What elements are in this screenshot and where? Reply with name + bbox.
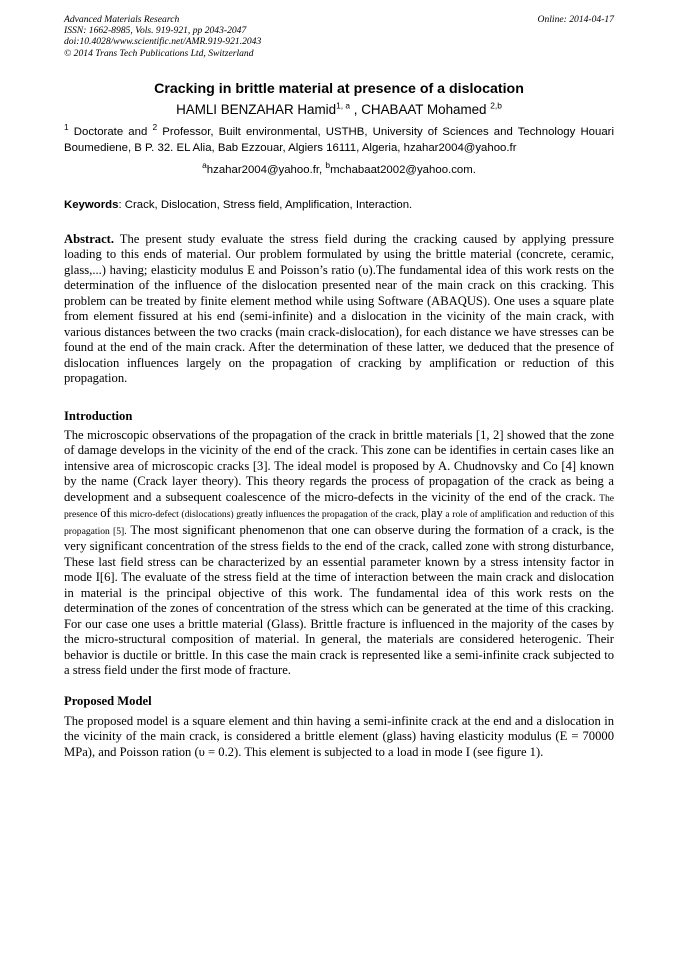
abstract-text: The present study evaluate the stress field during the cracking caused by applying pressure loading to this ends of material. Our problem formulated by using the brittle material (concrete, ceramic, glass,...) having; elasticity modulus E and Poisson’s ratio (υ).The fundamental idea of this work rests on the determination of the influence of the dislocation presented near of the main crack on this cracking. This problem can be treated by finite element method while using Software (ABAQUS). One uses a square plate from element fissured at his end (semi-infinite) and a dislocation in the vicinity of the main crack, with various distances between the two cracks (main crack-dislocation), for each distance we have stresses can be found at the end of the main crack. After the determination of these latter, we deduced that the presence of dislocation influences largely on the propagation of cracking by amplification or reduction of this propagation. [64,231,614,386]
paper-page [64,14,614,760]
affil-sup-1: 1 [64,122,69,133]
author-1: HAMLI BENZAHAR Hamid [176,101,337,117]
abstract-label: Abstract. [64,231,115,246]
intro-small-3: a role of amplification and reduction of this propagation [5]. [64,509,614,537]
intro-text-2: The most significant phenomenon that one can observe during the formation of a crack, is the very significant concentration of the stress fields to the end of the crack, called zone with strong disturbance, These last field stress can be characterized by an essential parameter known by a stress intensity factor in mode I[6]. The evaluate of the stress field at the time of interaction between the main crack and dislocation in material is the principal objective of this work. The fundamental idea of this work rests on the determination of the zones of concentration of the stress which can be generated at the time of this cracking. For our case one uses a brittle material (Glass). Brittle fracture is influenced in the majority of the cases by the micro-structural composition of material. In general, the materials are considered heterogenic. Their behavior is ductile or brittle. In this case the main crack is represented like a semi-infinite crack subjected to a stress field under the first mode of fracture. [64,522,614,678]
intro-small-1: The presence [64,492,615,521]
proposed-model-paragraph: The proposed model is a square element and thin having a semi-infinite crack at the end and a dislocation in the vicinity of the main crack, is considered a brittle element (glass) having elasticity modulus (E = 70000 MPa), and Poisson ration (υ = 0.2). This element is subjected to a load in mode I (see figure 1). [64,713,614,759]
author-1-affil-sup: 1, a [336,100,351,111]
issn-line: ISSN: 1662-8985, Vols. 919-921, pp 2043-2047 [64,25,247,37]
author-2-affil-sup: 2,b [490,100,502,111]
section-heading-proposed-model: Proposed Model [64,693,152,708]
email-a: hzahar2004@yahoo.fr, [206,163,326,176]
intro-small-2: this micro-defect (dislocations) greatly influences the propagation of the crack, [110,509,422,521]
affiliation [64,124,614,156]
email-line [64,160,614,177]
email-sup-b: b [325,160,331,171]
section-heading-introduction: Introduction [64,408,133,423]
journal-name: Advanced Materials Research [64,14,180,25]
keywords [64,198,614,212]
author-line [64,102,614,118]
keywords-text: : Crack, Dislocation, Stress field, Amplification, Interaction. [118,198,413,211]
keywords-label: Keywords [64,198,119,211]
author-separator: , [350,101,362,117]
online-date: Online: 2014-04-17 [537,14,614,25]
affil-text-1: Doctorate and [68,125,153,138]
paper-title: Cracking in brittle material at presence of a dislocation [154,80,524,97]
email-sup-a: a [202,160,207,171]
abstract [64,232,614,387]
intro-play: play [421,506,443,521]
intro-of: of [100,506,111,521]
affil-text-2: Professor, Built environmental, USTHB, University of Sciences and Technology Houari Boumediene, B P. 32. EL Alia, Bab Ezzouar, Algiers 16111, Algeria, hzahar2004@yahoo.fr [64,125,615,154]
running-header [64,14,614,59]
introduction-paragraph [64,428,614,679]
doi-line: doi:10.4028/www.scientific.net/AMR.919-921.2043 [64,36,262,48]
author-2: CHABAAT Mohamed [361,101,491,117]
copyright-line: © 2014 Trans Tech Publications Ltd, Switzerland [64,47,254,59]
intro-text-1: The microscopic observations of the propagation of the crack in brittle materials [1, 2] showed that the zone of damage develops in the vicinity of the end of the crack. This zone can be identifies in certain cases like an intensive area of microscopic cracks [3]. The ideal model is proposed by A. Chudnovsky and Co [4] known by the name (Crack layer theory). This theory regards the process of propagation of the crack as being a development and a subsequent coalescence of the micro-defects in the vicinity of the end of the crack. [64,427,614,504]
affil-sup-2: 2 [152,122,158,133]
email-b: mchabaat2002@yahoo.com. [330,163,476,176]
